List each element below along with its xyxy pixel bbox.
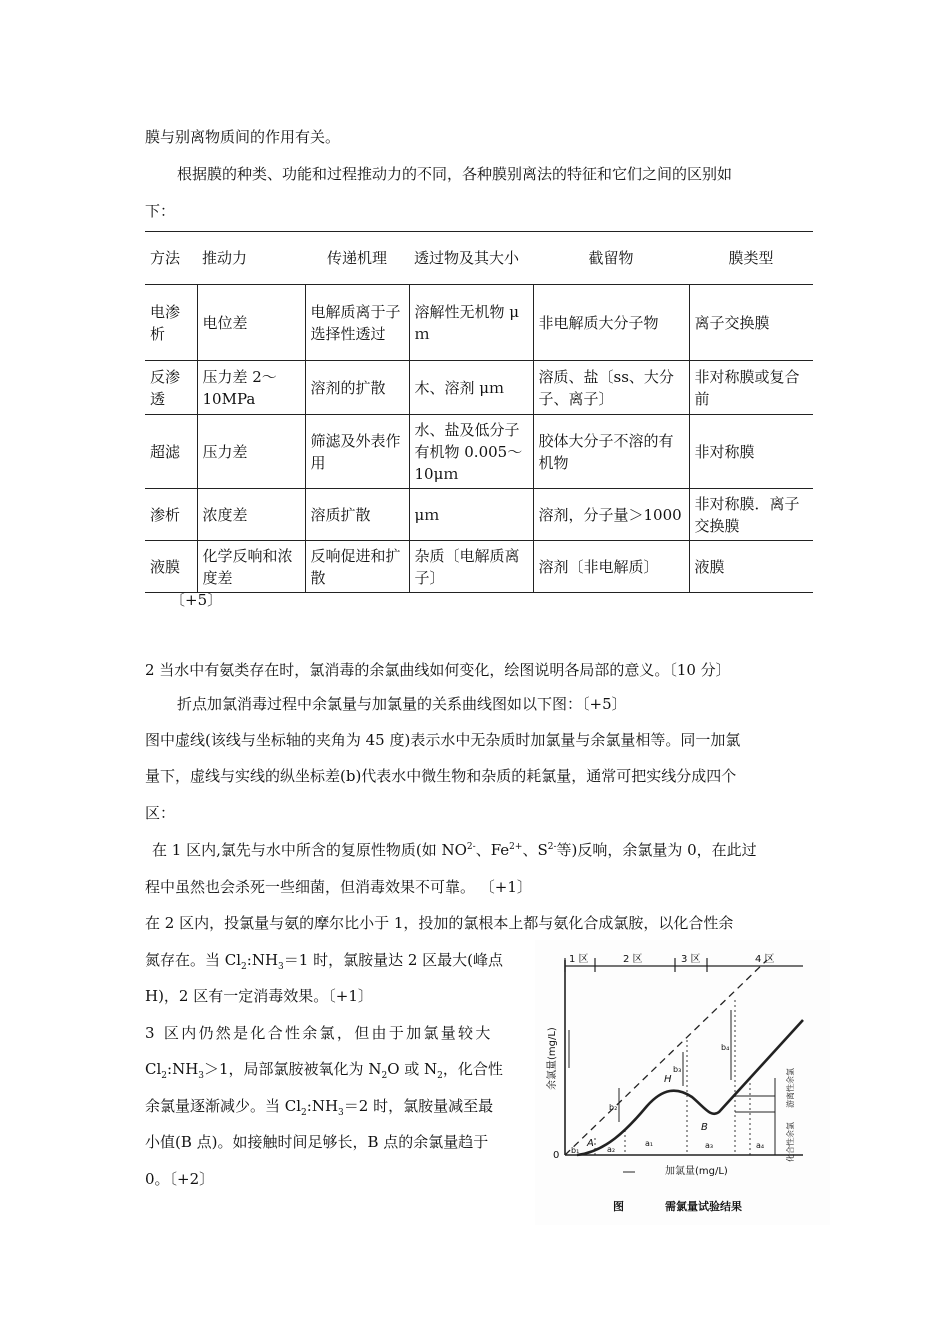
table-cell: 压力差 2～10MPa [197, 361, 305, 415]
point-a-label: A [587, 1138, 594, 1149]
b1-label: b₁ [571, 1146, 580, 1155]
text-run: O 或 N [387, 1060, 438, 1078]
dashed-reference-line [565, 960, 767, 1155]
a2-label: a₂ [607, 1145, 616, 1154]
diagram-labels [545, 953, 795, 1213]
breakpoint-chlorination-figure [535, 940, 830, 1225]
table-cell: 压力差 [197, 415, 305, 489]
figure-intro: 折点加氯消毒过程中余氯量与加氯量的关系曲线图如以下图：〔+5〕 [177, 695, 627, 713]
table-header-row [145, 232, 813, 285]
subscript: 3 [278, 962, 284, 972]
intro-paragraph: 根据膜的种类、功能和过程推动力的不同，各种膜别离法的特征和它们之间的区别如 [177, 165, 733, 183]
table-cell: 溶剂〔非电解质〕 [533, 541, 689, 593]
point-h-label: H [664, 1074, 672, 1085]
text-run: 氮存在。当 Cl [145, 951, 242, 969]
b4-label: b₄ [721, 1043, 730, 1052]
table-cell: 超滤 [145, 415, 197, 489]
table-header: 膜类型 [689, 232, 813, 285]
zone-3-label: 3 区 [681, 954, 701, 965]
diagram-lines [565, 958, 803, 1172]
table-header: 截留物 [533, 232, 689, 285]
zone-2-paragraph-end: H)，2 区有一定消毒效果。〔+1〕 [145, 987, 373, 1005]
table-cell: 非对称膜或复合前 [689, 361, 813, 415]
text-run: ＝1 时，氯胺量达 2 区最大(峰点 [283, 951, 504, 969]
membrane-table [145, 231, 813, 593]
zone-1-label: 1 区 [569, 954, 589, 965]
text-run: ，化合性 [442, 1060, 503, 1078]
table-row [145, 541, 813, 593]
superscript: 2- [466, 842, 476, 852]
subscript: 2 [381, 1071, 388, 1081]
x-axis-label: 加氯量(mg/L) [665, 1166, 728, 1177]
figure-caption-prefix: 图 [613, 1200, 624, 1213]
zone-3-paragraph-line [145, 1059, 503, 1079]
table-row [145, 415, 813, 489]
subscript: 2 [241, 962, 247, 972]
table-cell: 非对称膜 [689, 415, 813, 489]
table-header: 推动力 [197, 232, 305, 285]
table-cell: 溶解性无机物 μｍ [409, 285, 533, 361]
text-run: 在 1 区内,氯先与水中所含的复原性物质(如 NO [152, 841, 467, 859]
zone-3-paragraph-line [145, 1096, 493, 1116]
table-cell: 杂质〔电解质离子〕 [409, 541, 533, 593]
zone-2-paragraph-line [145, 950, 503, 970]
point-b-label: B [701, 1122, 708, 1133]
text-run: 、Fe [475, 841, 510, 859]
zone-1-paragraph-end: 程中虽然也会杀死一些细菌，但消毒效果不可靠。 〔+1〕 [145, 878, 532, 896]
table-cell: 溶质、盐〔ss、大分子、离子〕 [533, 361, 689, 415]
zone-2-label: 2 区 [623, 954, 643, 965]
b2-label: b₂ [609, 1103, 618, 1112]
text-line: 膜与别离物质间的作用有关。 [145, 128, 341, 146]
text-run: 、S [522, 841, 548, 859]
combined-chlorine-label: 化合性余氯 [786, 1122, 795, 1162]
breakpoint-curve-diagram [535, 940, 830, 1225]
zone-3-paragraph: 3 区内仍然是化合性余氯，但由于加氯量较大 [145, 1024, 493, 1042]
intro-paragraph-end: 下： [145, 202, 176, 220]
text-run: :NH [306, 1097, 339, 1115]
free-chlorine-label: 游离性余氯 [786, 1068, 795, 1108]
table-cell: 反渗透 [145, 361, 197, 415]
text-run: 余氯量逐渐减少。当 Cl [145, 1097, 302, 1115]
table-row [145, 489, 813, 541]
residual-curve [577, 1020, 803, 1155]
dashed-line-paragraph: 区： [145, 804, 176, 822]
figure-caption: 需氯量试验结果 [665, 1200, 742, 1213]
table-cell: 电渗析 [145, 285, 197, 361]
a1-label: a₁ [645, 1139, 654, 1148]
table-cell: 溶剂的扩散 [305, 361, 409, 415]
table-cell: 溶剂，分子量＞1000 [533, 489, 689, 541]
zone-1-paragraph [152, 840, 757, 860]
table-cell: 化学反响和浓度差 [197, 541, 305, 593]
origin-label: 0 [553, 1150, 560, 1161]
subscript: 2 [301, 1108, 307, 1118]
subscript: 3 [198, 1071, 205, 1081]
dashed-line-paragraph: 图中虚线(该线与坐标轴的夹角为 45 度)表示水中无杂质时加氯量与余氯量相等。同一加氯 [145, 731, 741, 749]
zone-2-paragraph: 在 2 区内，投氯量与氨的摩尔比小于 1，投加的氯根本上都与氨化合成氯胺，以化合性余 [145, 914, 734, 932]
text-run: ＞1，局部氯胺被氧化为 N [204, 1060, 382, 1078]
superscript: 2+ [509, 842, 523, 852]
zone-3-paragraph-line: 小值(B 点)。如接触时间足够长，B 点的余氯量趋于 [145, 1133, 489, 1151]
table-cell: 胶体大分子不溶的有机物 [533, 415, 689, 489]
text-run: :NH [246, 951, 279, 969]
table-cell: 离子交换膜 [689, 285, 813, 361]
subscript: 3 [338, 1108, 344, 1118]
table-cell: 反响促进和扩散 [305, 541, 409, 593]
table-cell: 溶质扩散 [305, 489, 409, 541]
table-header: 传递机理 [305, 232, 409, 285]
table-cell: 筛滤及外表作用 [305, 415, 409, 489]
table-cell: 水、盐及低分子有机物 0.005～10μｍ [409, 415, 533, 489]
table-cell: 电解质离于子选择性透过 [305, 285, 409, 361]
a4-label: a₄ [756, 1141, 765, 1150]
dashed-line-paragraph: 量下，虚线与实线的纵坐标差(b)代表水中微生物和杂质的耗氯量，通常可把实线分成四个 [145, 767, 737, 785]
table-cell: 木、溶剂 μｍ [409, 361, 533, 415]
table-cell: 液膜 [689, 541, 813, 593]
table-cell: 非对称膜．离子交换膜 [689, 489, 813, 541]
text-run: :NH [167, 1060, 199, 1078]
table-cell: 浓度差 [197, 489, 305, 541]
a3-label: a₃ [705, 1141, 714, 1150]
text-run: Cl [145, 1060, 162, 1078]
table-cell: 液膜 [145, 541, 197, 593]
zone-3-paragraph-end: 0。〔+2〕 [145, 1170, 215, 1188]
table-cell: μｍ [409, 489, 533, 541]
table-row [145, 361, 813, 415]
score-note: 〔+5〕 [170, 591, 223, 609]
table-cell: 非电解质大分子物 [533, 285, 689, 361]
text-run: ＝2 时，氯胺量减至最 [343, 1097, 494, 1115]
table-header: 透过物及其大小 [409, 232, 533, 285]
y-axis-label: 余氯量(mg/L) [547, 1027, 558, 1090]
subscript: 2 [161, 1071, 168, 1081]
table-header: 方法 [145, 232, 197, 285]
zone-4-label: 4 区 [755, 954, 775, 965]
subscript: 2 [437, 1071, 443, 1081]
text-run: 等)反响，余氯量为 0，在此过 [556, 841, 757, 859]
table-row [145, 285, 813, 361]
table-cell: 渗析 [145, 489, 197, 541]
superscript: 2- [547, 842, 557, 852]
b3-label: b₃ [673, 1065, 682, 1074]
question-2: 2 当水中有氨类存在时，氯消毒的余氯曲线如何变化，绘图说明各局部的意义。〔10 分〕 [145, 661, 731, 679]
table-cell: 电位差 [197, 285, 305, 361]
